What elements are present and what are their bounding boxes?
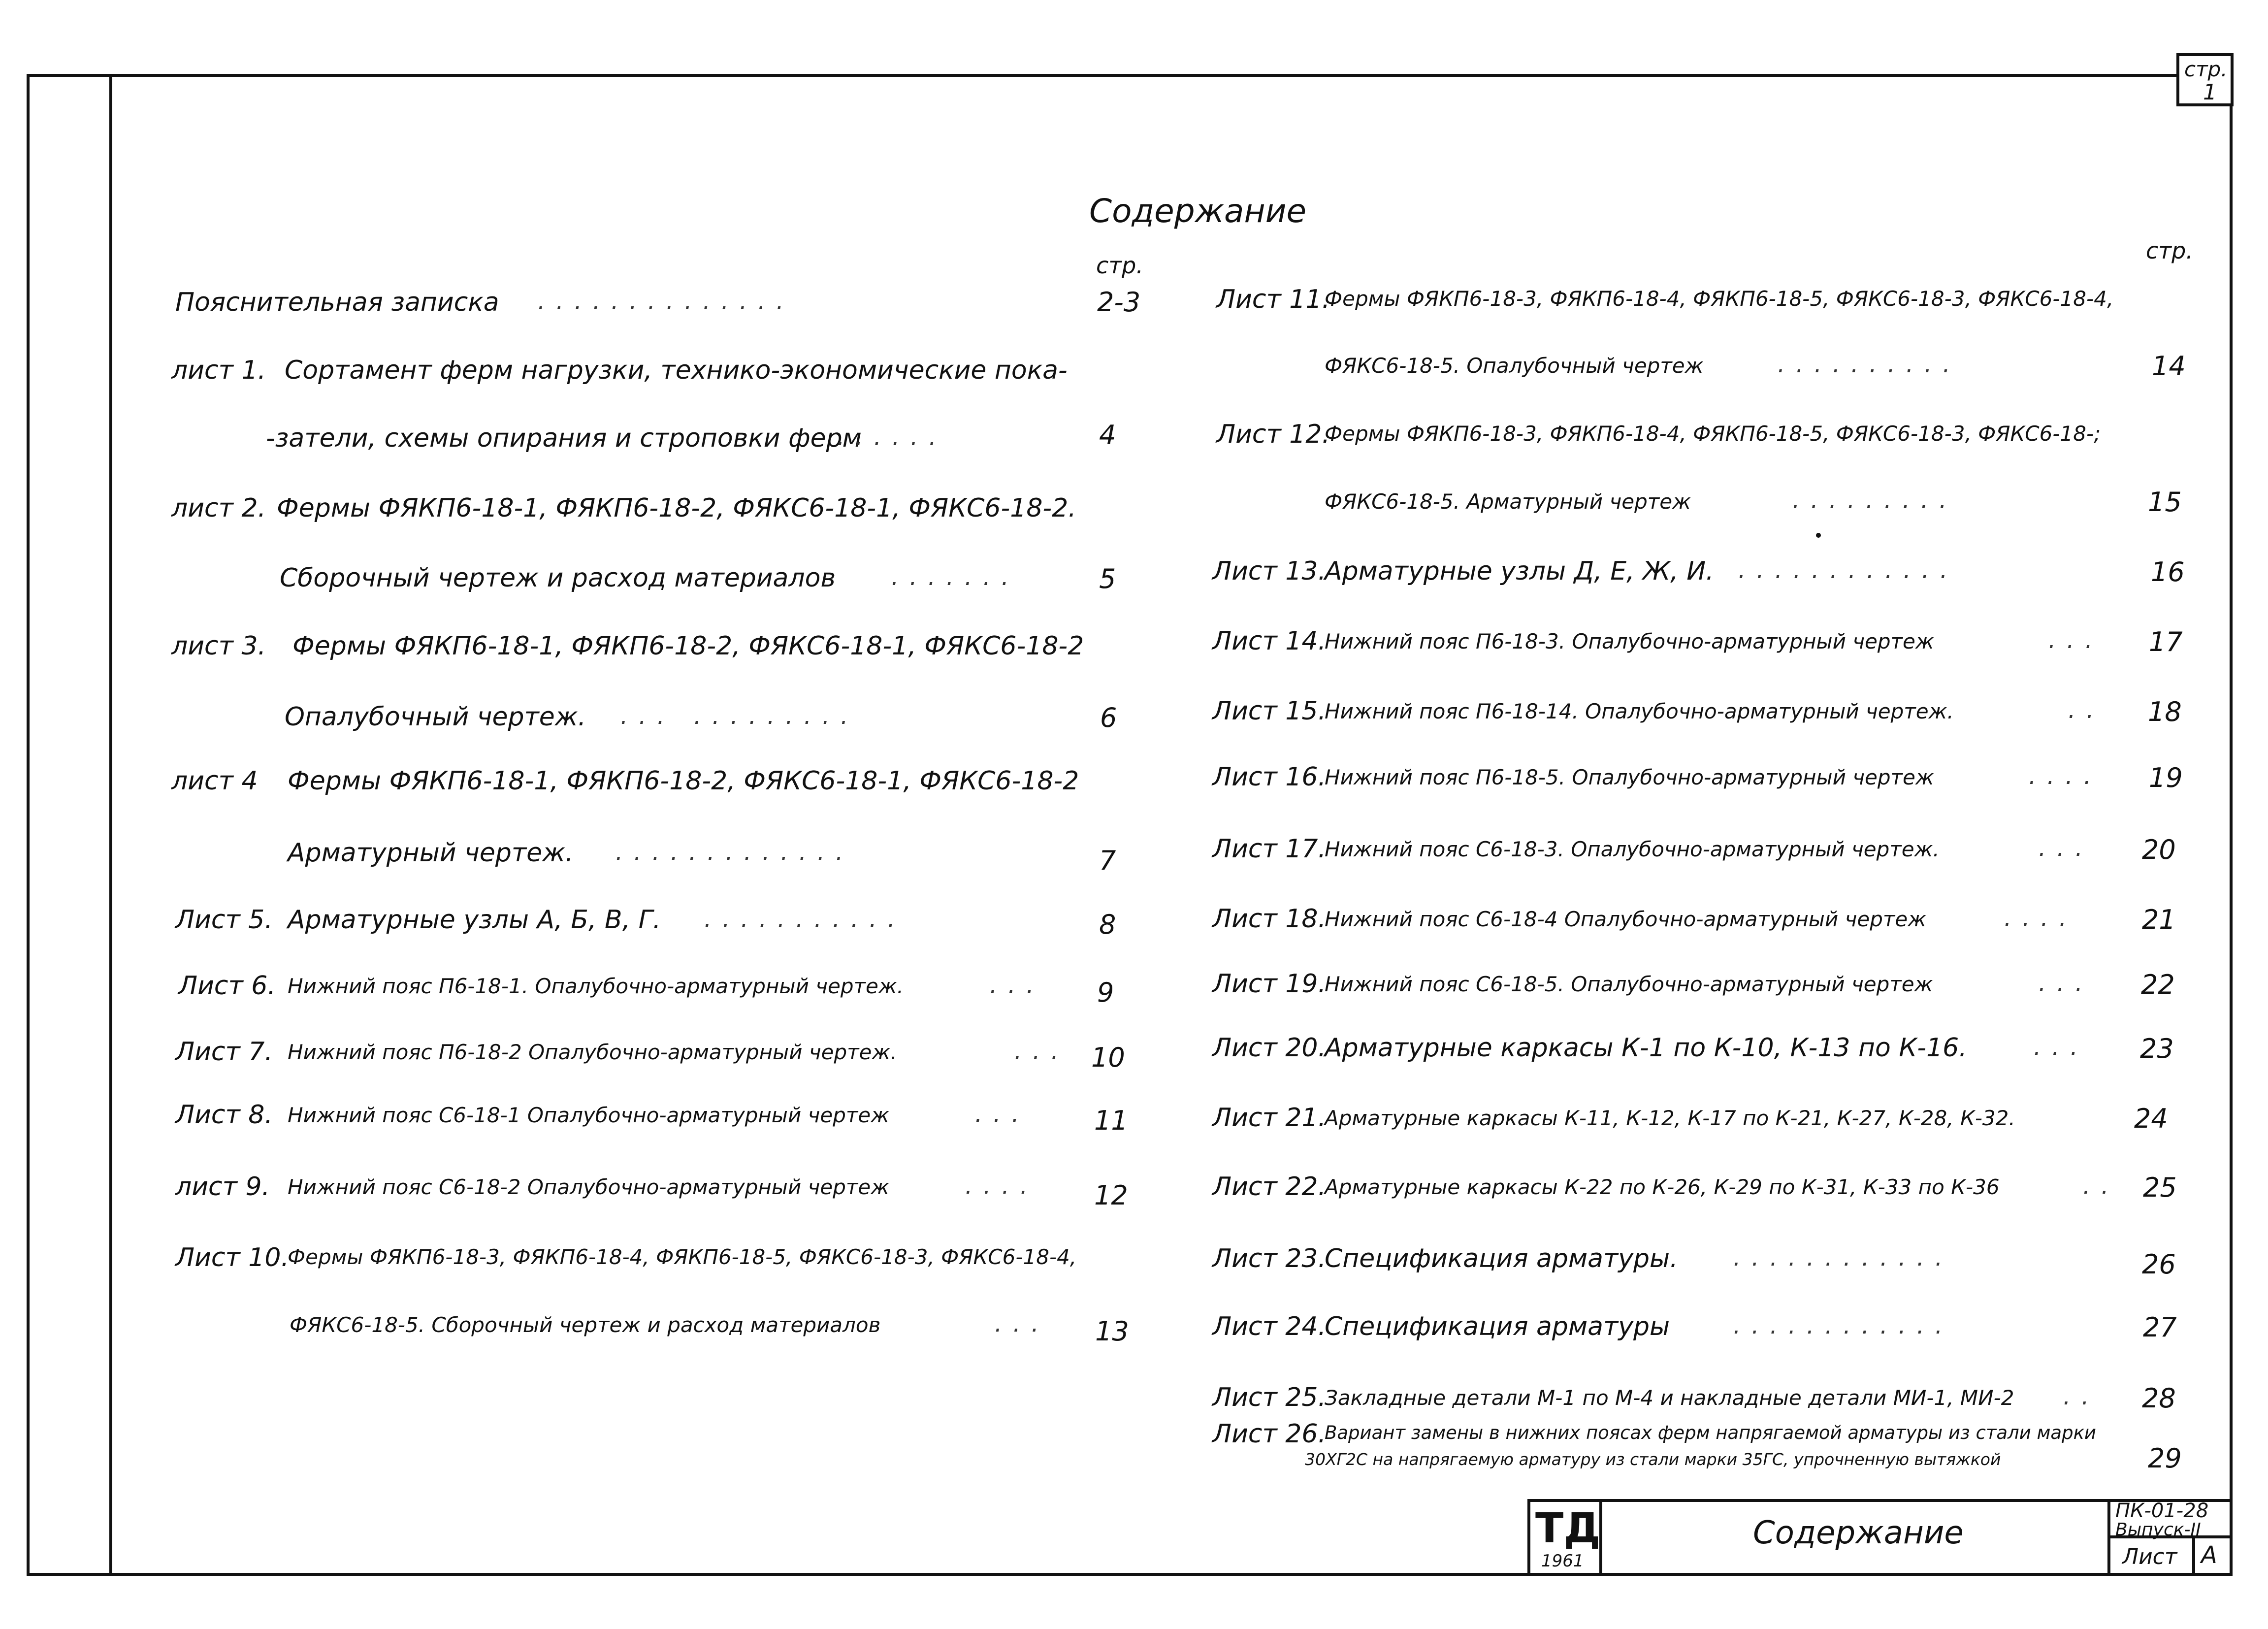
toc-text: Нижний пояс С6-18-1 Опалубочно-арматурный чертеж: [288, 1103, 890, 1127]
page-number-value: 1: [2203, 80, 2217, 105]
toc-label: Лист 7.: [175, 1037, 273, 1067]
toc-label: Лист 13.: [1212, 556, 1327, 586]
toc-page: 12: [1094, 1180, 1128, 1211]
leader-dots: ............: [1738, 556, 1959, 584]
toc-page: 5: [1099, 563, 1116, 594]
toc-page: 29: [2148, 1443, 2182, 1474]
leader-dots: ....: [2004, 904, 2078, 932]
toc-label: Лист 18.: [1212, 904, 1327, 934]
stamp-divider: [1527, 1499, 1530, 1576]
toc-page: 2-3: [1097, 287, 1141, 318]
toc-text: Арматурные каркасы К-11, К-12, К-17 по К-21, К-27, К-28, К-32.: [1325, 1106, 2015, 1130]
toc-text: -затели, схемы опирания и строповки ферм: [266, 424, 862, 453]
toc-page: 4: [1099, 420, 1116, 451]
toc-text: Арматурные каркасы К-22 по К-26, К-29 по К-31, К-33 по К-36: [1325, 1175, 2000, 1199]
right-column-page-header: стр.: [2146, 237, 2193, 264]
toc-page: 13: [1095, 1316, 1129, 1347]
leader-dots: ...: [2039, 969, 2094, 997]
toc-label: лист 9.: [175, 1172, 270, 1202]
leader-dots: ..............: [538, 288, 795, 315]
leader-dots: ..: [2083, 1172, 2120, 1200]
toc-page: 6: [1100, 702, 1117, 733]
toc-text: Закладные детали М-1 по М-4 и накладные детали МИ-1, МИ-2: [1325, 1386, 2014, 1410]
toc-text: Фермы ФЯКП6-18-1, ФЯКП6-18-2, ФЯКС6-18-1, ФЯКС6-18-2: [288, 766, 1079, 796]
toc-label: Лист 24.: [1212, 1312, 1327, 1341]
toc-text: Сортамент ферм нагрузки, технико-экономические пока-: [285, 356, 1068, 385]
toc-text: Нижний пояс С6-18-4 Опалубочно-арматурный чертеж: [1325, 907, 1927, 931]
toc-label: Лист 22.: [1212, 1172, 1327, 1202]
toc-label: Лист 8.: [175, 1100, 273, 1130]
toc-label: Лист 19.: [1212, 969, 1327, 999]
td-logo-year: 1961: [1541, 1551, 1584, 1571]
issue-label: Выпуск-II: [2115, 1520, 2201, 1540]
toc-text: ФЯКС6-18-5. Арматурный чертеж: [1325, 489, 1691, 514]
sheet-value: А: [2201, 1541, 2217, 1569]
page-number-box: [2176, 53, 2234, 106]
toc-text: Арматурные узлы А, Б, В, Г.: [288, 905, 661, 935]
toc-label: Лист 17.: [1212, 834, 1327, 864]
leader-dots: .......: [891, 563, 1020, 591]
toc-text: Сборочный чертеж и расход материалов: [280, 563, 836, 593]
leader-dots: ....: [2029, 762, 2103, 790]
leader-dots: ..: [2063, 1383, 2100, 1410]
toc-page: 27: [2143, 1312, 2177, 1343]
toc-label: лист 4: [171, 766, 258, 796]
toc-label: Лист 20.: [1212, 1033, 1327, 1063]
toc-text: Фермы ФЯКП6-18-3, ФЯКП6-18-4, ФЯКП6-18-5, ФЯКС6-18-3, ФЯКС6-18-;: [1325, 422, 2101, 446]
toc-label: Лист 26.: [1212, 1419, 1327, 1449]
toc-label: лист 1.: [171, 356, 266, 385]
leader-dots: ..: [2068, 696, 2105, 724]
toc-label: лист 2.: [171, 493, 266, 523]
toc-page: 26: [2142, 1249, 2176, 1280]
toc-page: 25: [2143, 1172, 2177, 1203]
toc-text: Нижний пояс П6-18-1. Опалубочно-арматурный чертеж.: [288, 974, 904, 998]
toc-text: Нижний пояс П6-18-2 Опалубочно-арматурный чертеж.: [288, 1040, 897, 1064]
toc-label: Лист 21.: [1212, 1103, 1327, 1133]
page-title: Содержание: [1089, 192, 1307, 230]
td-logo: [1532, 1504, 1601, 1573]
leader-dots: ...: [995, 1310, 1050, 1337]
leader-dots: ... .........: [620, 702, 859, 730]
toc-text: 30ХГ2С на напрягаемую арматуру из стали марки 35ГС, упрочненную вытяжкой: [1305, 1450, 2001, 1469]
toc-page: 19: [2149, 762, 2183, 793]
left-column-page-header: стр.: [1096, 252, 1143, 279]
toc-page: 8: [1099, 909, 1116, 940]
toc-page: 24: [2134, 1103, 2168, 1134]
toc-text: Спецификация арматуры.: [1325, 1244, 1678, 1273]
leader-dots: ...: [990, 971, 1045, 999]
toc-text: ФЯКС6-18-5. Сборочный чертеж и расход материалов: [290, 1313, 881, 1337]
toc-text: Вариант замены в нижних поясах ферм напрягаемой арматуры из стали марки: [1325, 1422, 2096, 1443]
leader-dots: ..........: [1778, 351, 1961, 378]
stamp-divider: [2192, 1537, 2195, 1576]
toc-text: Нижний пояс С6-18-2 Опалубочно-арматурный чертеж: [288, 1175, 890, 1199]
toc-page: 14: [2152, 351, 2186, 382]
toc-label: Лист 23.: [1212, 1244, 1327, 1273]
toc-label: Лист 12.: [1216, 420, 1330, 449]
leader-dots: ............: [1733, 1312, 1954, 1339]
toc-text: Нижний пояс С6-18-3. Опалубочно-арматурный чертеж.: [1325, 837, 1940, 861]
toc-text: Арматурный чертеж.: [288, 838, 574, 868]
leader-dots: .............: [616, 838, 854, 866]
toc-page: 23: [2140, 1033, 2174, 1064]
page-number-label: стр.: [2184, 57, 2228, 81]
leader-dots: ...: [2034, 1033, 2089, 1061]
toc-text: Арматурные узлы Д, Е, Ж, И.: [1325, 556, 1714, 586]
toc-text: ФЯКС6-18-5. Опалубочный чертеж: [1325, 354, 1704, 378]
td-logo-mark: ТД: [1535, 1504, 1601, 1552]
toc-label: Лист 14.: [1212, 626, 1327, 656]
toc-page: 17: [2149, 626, 2183, 657]
leader-dots: ...: [2039, 834, 2094, 862]
toc-text: Нижний пояс П6-18-14. Опалубочно-арматурный чертеж.: [1325, 699, 1954, 723]
toc-label: Лист 25.: [1212, 1383, 1327, 1412]
toc-label: Лист 6.: [178, 971, 276, 1001]
toc-label: Лист 5.: [175, 905, 273, 935]
toc-label: лист 3.: [171, 631, 266, 661]
toc-page: 22: [2141, 969, 2175, 1000]
leader-dots: ......: [837, 424, 947, 451]
document-code: ПК-01-28: [2115, 1499, 2209, 1522]
toc-page: 9: [1097, 977, 1114, 1008]
leader-dots: ...: [975, 1100, 1030, 1128]
leader-dots: ...........: [704, 905, 906, 933]
toc-page: 28: [2142, 1383, 2176, 1414]
toc-page: 7: [1099, 845, 1116, 876]
stamp-title: Содержание: [1753, 1515, 1964, 1551]
toc-label: Лист 10.: [175, 1243, 290, 1272]
leader-dots: ............: [1733, 1244, 1954, 1271]
toc-page: 11: [1094, 1105, 1128, 1136]
leader-dots: ...: [2048, 626, 2104, 654]
toc-text: Спецификация арматуры: [1325, 1312, 1670, 1341]
toc-label: Лист 16.: [1212, 762, 1327, 792]
ink-mark: [1816, 533, 1821, 538]
toc-page: 15: [2148, 487, 2182, 518]
toc-text: Фермы ФЯКП6-18-1, ФЯКП6-18-2, ФЯКС6-18-1, ФЯКС6-18-2: [292, 631, 1084, 661]
toc-text: Нижний пояс С6-18-5. Опалубочно-арматурный чертеж: [1325, 972, 1933, 996]
toc-text: Фермы ФЯКП6-18-3, ФЯКП6-18-4, ФЯКП6-18-5, ФЯКС6-18-3, ФЯКС6-18-4,: [1325, 287, 2114, 311]
sheet-label: Лист: [2122, 1544, 2177, 1569]
toc-text: Опалубочный чертеж.: [285, 702, 586, 732]
toc-page: 20: [2142, 834, 2176, 865]
binding-margin-line: [109, 74, 112, 1576]
toc-page: 21: [2142, 904, 2176, 935]
toc-page: 10: [1091, 1042, 1125, 1073]
toc-text: Фермы ФЯКП6-18-1, ФЯКП6-18-2, ФЯКС6-18-1, ФЯКС6-18-2.: [277, 493, 1076, 523]
leader-dots: ...: [1014, 1037, 1069, 1065]
toc-page: 16: [2151, 556, 2185, 587]
toc-text: Нижний пояс П6-18-5. Опалубочно-арматурный чертеж: [1325, 765, 1934, 789]
leader-dots: .........: [1792, 487, 1958, 514]
toc-text: Фермы ФЯКП6-18-3, ФЯКП6-18-4, ФЯКП6-18-5, ФЯКС6-18-3, ФЯКС6-18-4,: [288, 1245, 1077, 1269]
leader-dots: ....: [965, 1172, 1039, 1200]
toc-page: 18: [2148, 696, 2182, 727]
toc-text: Нижний пояс П6-18-3. Опалубочно-арматурный чертеж: [1325, 629, 1934, 653]
toc-text: Пояснительная записка: [175, 288, 499, 317]
toc-label: Лист 11.: [1216, 285, 1330, 314]
toc-label: Лист 15.: [1212, 696, 1327, 726]
toc-text: Арматурные каркасы К-1 по К-10, К-13 по К-16.: [1325, 1033, 1967, 1063]
